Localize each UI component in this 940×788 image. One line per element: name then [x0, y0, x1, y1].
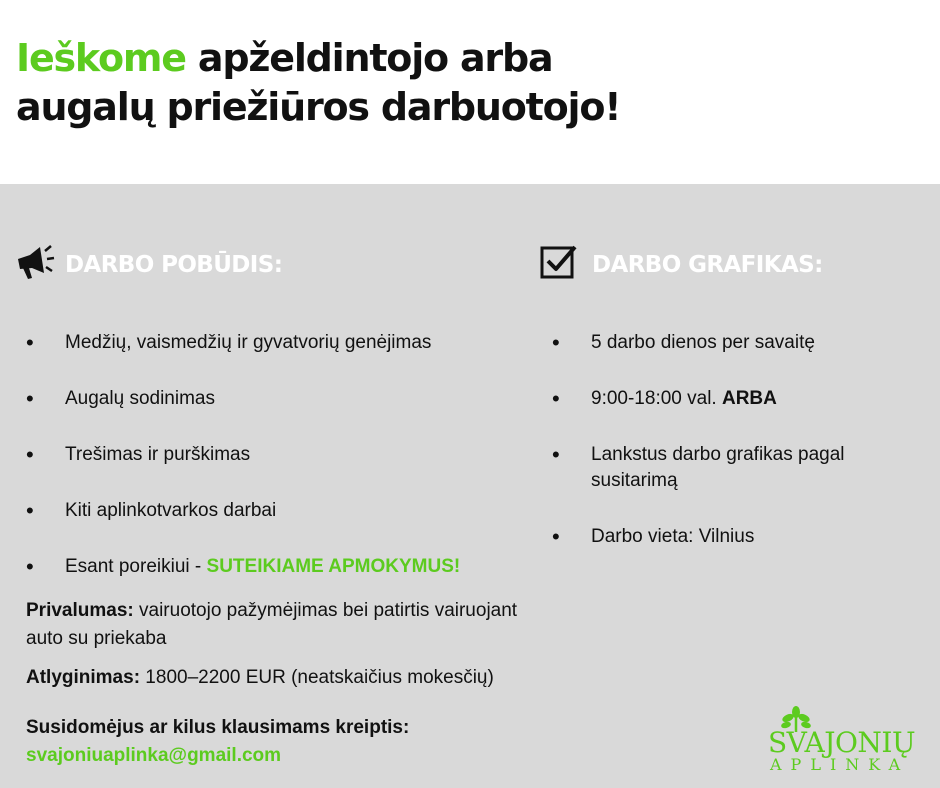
- checkbox-icon: [540, 244, 578, 285]
- training-highlight: SUTEIKIAME APMOKYMUS!: [206, 556, 461, 577]
- salary-text: [26, 664, 586, 692]
- salary-value: 1800–2200 EUR (neatskaičius mokesčių): [140, 667, 494, 688]
- list-item: • Lankstus darbo grafikas pagal susitarimą: [552, 442, 912, 494]
- logo-word-top: SVAJONIŲ: [768, 726, 916, 759]
- contact-label: Susidomėjus ar kilus klausimams kreiptis:: [26, 717, 410, 738]
- list-item: • Trešimas ir purškimas: [26, 442, 526, 468]
- schedule-header: [540, 244, 823, 285]
- logo-word-bottom: APLINKA: [770, 755, 910, 774]
- list-item: • 5 darbo dienos per savaitę: [552, 330, 912, 356]
- schedule-title: DARBO GRAFIKAS:: [592, 251, 823, 278]
- list-item: • Augalų sodinimas: [26, 386, 526, 412]
- work-type-title: DARBO POBŪDIS:: [65, 251, 283, 278]
- headline-line1: apželdintojo arba: [185, 36, 553, 80]
- salary-label: Atlyginimas:: [26, 667, 141, 688]
- list-item-hours: [552, 386, 912, 412]
- logo: [766, 706, 916, 776]
- hours-or: ARBA: [721, 388, 777, 409]
- work-type-header: [14, 243, 282, 286]
- headline: [16, 34, 620, 132]
- contact-email-line: [26, 742, 546, 770]
- advantage-text: [26, 597, 546, 653]
- list-item: • Medžių, vaismedžių ir gyvatvorių genėjimas: [26, 330, 526, 356]
- contact-email[interactable]: svajoniuaplinka@gmail.com: [26, 745, 282, 766]
- headline-line2: augalų priežiūros darbuotojo!: [16, 85, 621, 129]
- schedule-list: [552, 330, 912, 550]
- advantage-label: Privalumas:: [26, 600, 134, 621]
- hours-text: 9:00-18:00 val.: [591, 388, 722, 409]
- list-item: • Kiti aplinkotvarkos darbai: [26, 498, 526, 524]
- training-prefix: Esant poreikiui -: [65, 556, 207, 577]
- advantage-value: vairuotojo pažymėjimas bei patirtis vairuojant auto su priekaba: [26, 600, 518, 649]
- headline-accent: Ieškome: [16, 36, 186, 80]
- header: [0, 0, 940, 184]
- list-item-training: [26, 554, 526, 580]
- contact-text: [26, 714, 546, 742]
- work-type-list: [26, 330, 526, 580]
- list-item: • Darbo vieta: Vilnius: [552, 524, 912, 550]
- megaphone-icon: [14, 243, 56, 286]
